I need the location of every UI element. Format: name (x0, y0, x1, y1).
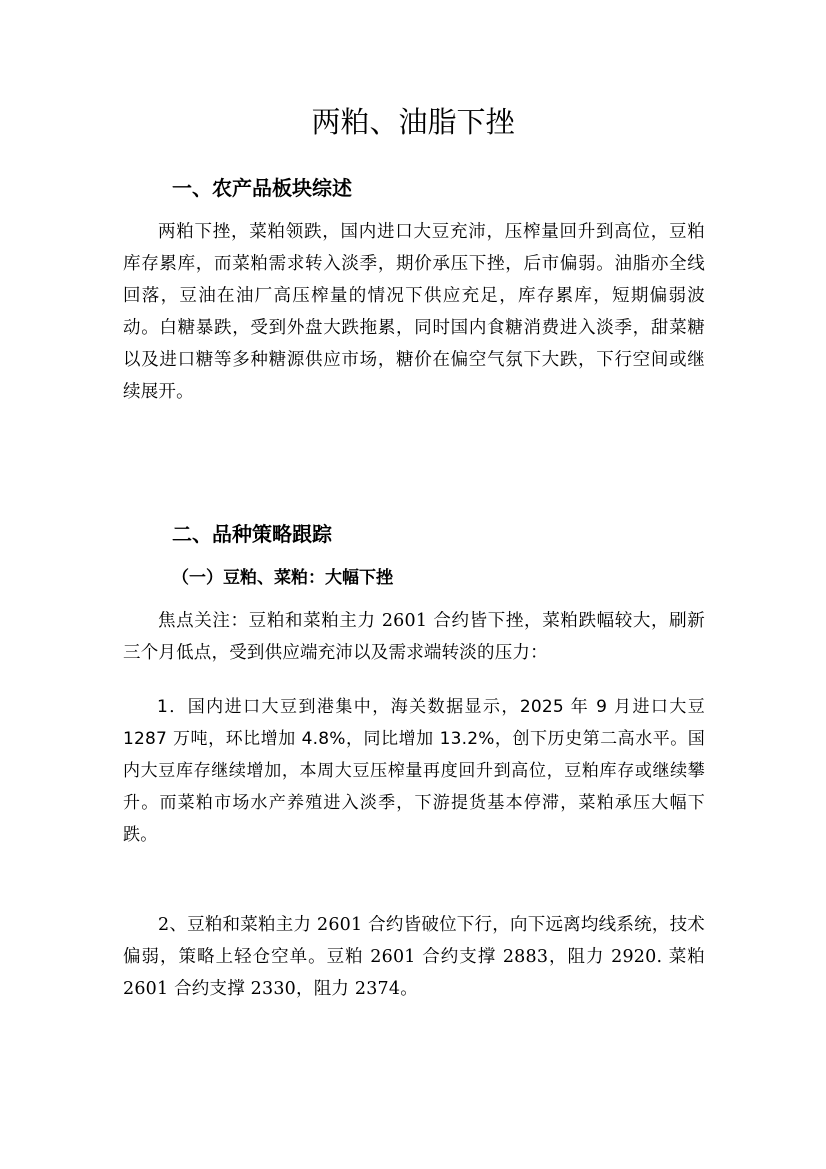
section-heading-overview: 一、农产品板块综述 (172, 176, 352, 200)
overview-paragraph: 两粕下挫，菜粕领跌，国内进口大豆充沛，压榨量回升到高位，豆粕库存累库，而菜粕需求转入淡季，期价承压下挫，后市偏弱。油脂亦全线回落，豆油在油厂高压榨量的情况下供应充足，库存累库，短期偏弱波动。白糖暴跌，受到外盘大跌拖累，同时国内食糖消费进入淡季，甜菜糖以及进口糖等多种糖源供应市场，糖价在偏空气氛下大跌，下行空间或继续展开。 (123, 222, 705, 402)
section-heading-strategy: 二、品种策略跟踪 (172, 522, 332, 546)
focus-paragraph: 焦点关注：豆粕和菜粕主力 2601 合约皆下挫，菜粕跌幅较大，刷新三个月低点，受到供应端充沛以及需求端转淡的压力： (123, 611, 705, 663)
subsection-heading-meal: （一）豆粕、菜粕：大幅下挫 (172, 568, 393, 588)
point-1-paragraph: 1．国内进口大豆到港集中，海关数据显示，2025 年 9 月进口大豆 1287 万吨，环比增加 4.8%，同比增加 13.2%，创下历史第二高水平。国内大豆库存继续增加，本周大豆压榨量再度回升到高位，豆粕库存或继续攀升。而菜粕市场水产养殖进入淡季，下游提货基本停滞，菜粕承压大幅下跌。 (123, 697, 705, 845)
document-title: 两粕、油脂下挫 (311, 105, 515, 139)
point-2-paragraph: 2、豆粕和菜粕主力 2601 合约皆破位下行，向下远离均线系统，技术偏弱，策略上轻仓空单。豆粕 2601 合约支撑 2883，阻力 2920. 菜粕 2601 合约支撑 2330，阻力 2374。 (123, 915, 705, 999)
